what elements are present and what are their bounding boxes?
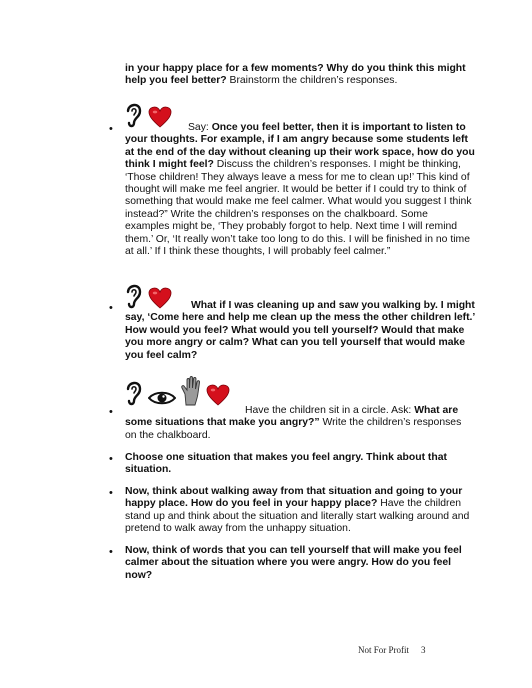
item6-bold-text: Now, think of words that you can tell yourself that will make you feel calmer about the situation where you were angry. How do you feel now?	[125, 545, 462, 581]
hand-icon	[180, 376, 202, 406]
page-footer	[358, 645, 426, 655]
item1-text: Discuss the children’s responses. I might be thinking, ‘Those children! They always leave a mess for me to clean up!’ This kind of thought will make me feel angrier. It would be better if I could try to think of something that would make me feel calmer. What would you suggest I think instead?” Write the children’s responses on the chalkboard. Some examples might be, ‘They probably forgot to help. Next time I will remind them.’ Or, ‘It really won’t take too long to do this. I will be finished in no time at all.’ If I think these thoughts, I will probably feel calmer.”	[125, 159, 472, 258]
item3-text: Have the children sit in a circle. Ask:	[245, 405, 415, 416]
item3-text-2: Write the children’s responses on the chalkboard.	[125, 417, 462, 441]
item3-bullet: •	[109, 406, 113, 418]
ear-icon	[124, 378, 144, 406]
intro-text: Brainstorm the children’s responses.	[226, 75, 398, 87]
item4-bullet: •	[109, 453, 113, 465]
item1-say-label: Say:	[188, 122, 212, 133]
heart-icon	[206, 384, 230, 406]
item1-bold-text: Once you feel better, then it is important to listen to your thoughts. For example, if I am angry because some students left at the end of the day without cleaning up their work space, how do you think I might feel?	[125, 122, 475, 171]
item3-bold-text: What are some situations that make you angry?”	[125, 405, 459, 429]
item1-paragraph	[125, 122, 475, 258]
intro-paragraph	[125, 63, 475, 88]
intro-bold-text: in your happy place for a few moments? Why do you think this might help you feel better?	[125, 63, 466, 87]
footer-label: Not For Profit	[358, 645, 410, 655]
item3-paragraph	[125, 405, 475, 442]
item2-bold-text: What if I was cleaning up and saw you walking by. I might say, ‘Come here and help me clean up the mess the other children left.’ How would you feel? What would you tell yourself? Would that make you more angry or calm? What can you tell yourself that would make you feel calm?	[125, 300, 475, 361]
item5-text: Have the children stand up and think about the situation and literally start walking around and pretend to walk away from the unhappy situation.	[125, 498, 470, 535]
item3-icon-group	[124, 376, 230, 406]
item5-bullet: •	[109, 487, 113, 499]
item1-bullet: •	[109, 123, 113, 135]
item2-bullet: •	[109, 302, 113, 314]
item4-bold-text: Choose one situation that makes you feel angry. Think about that situation.	[125, 452, 447, 476]
item2-paragraph	[125, 300, 475, 362]
item5-bold-text: Now, think about walking away from that situation and going to your happy place. How do you feel in your happy place?	[125, 486, 463, 510]
item6-bullet: •	[109, 546, 113, 558]
page-number: 3	[421, 645, 426, 655]
eye-icon	[148, 390, 176, 406]
item6-paragraph	[125, 545, 475, 582]
item5-paragraph	[125, 486, 475, 536]
item4-paragraph	[125, 452, 475, 477]
